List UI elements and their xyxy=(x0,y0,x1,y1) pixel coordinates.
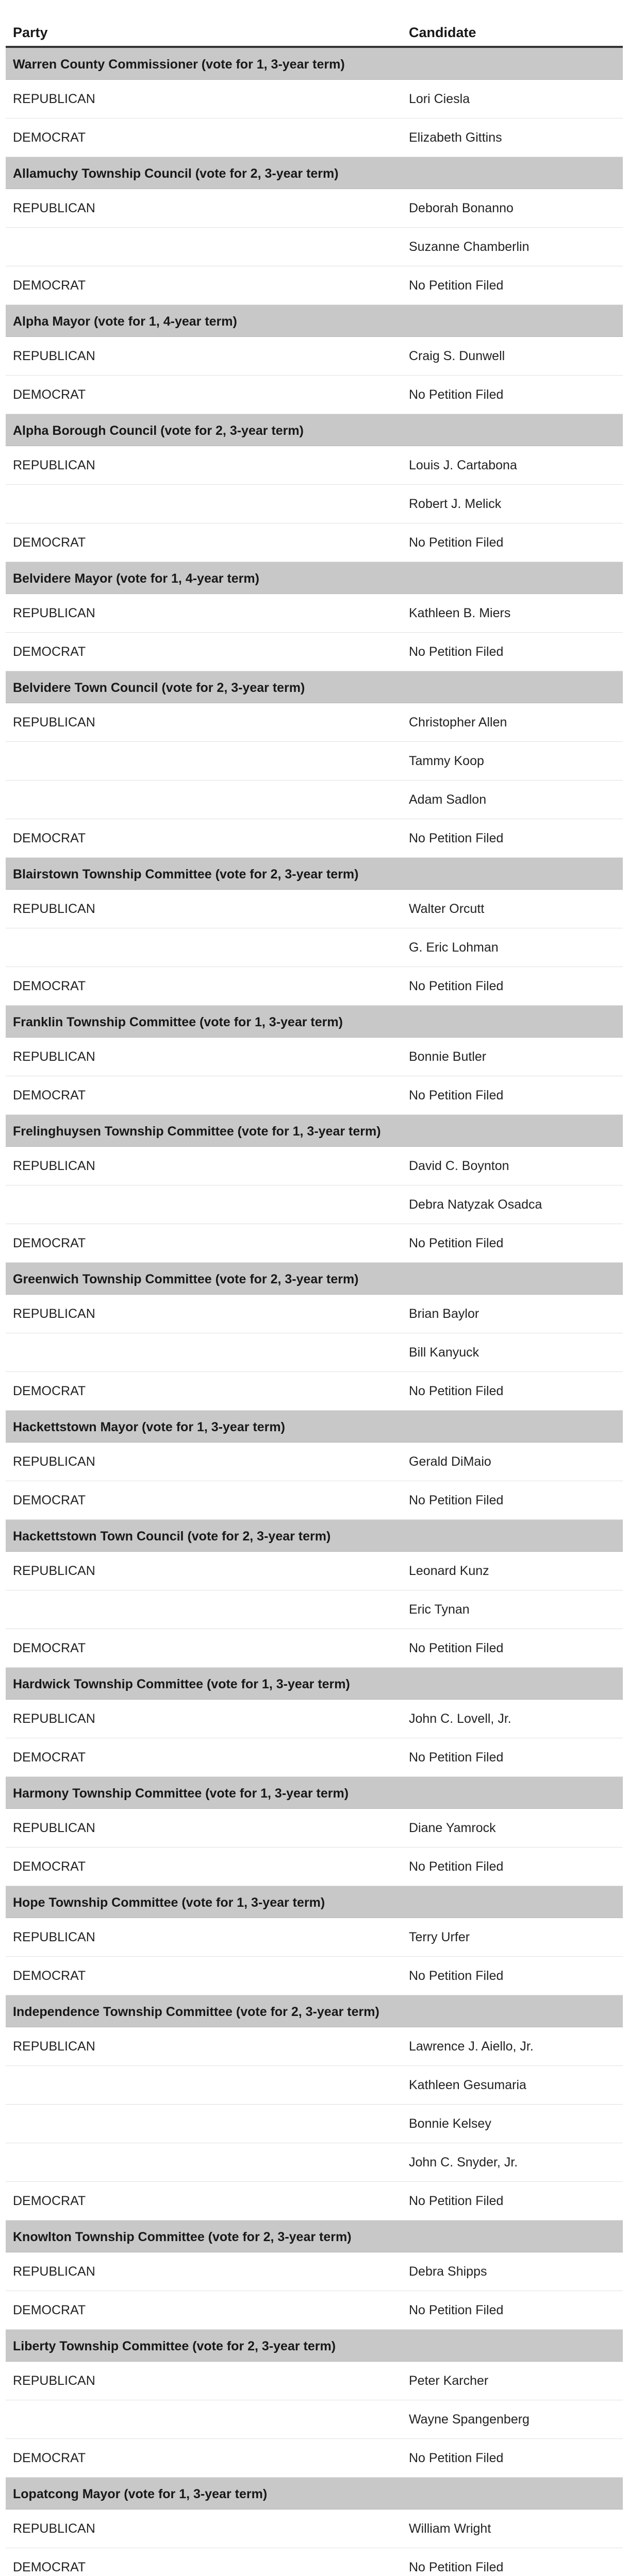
race-group-row xyxy=(6,2221,623,2252)
race-group-row xyxy=(6,1995,623,2027)
party-cell xyxy=(6,742,402,781)
race-title: Hope Township Committee (vote for 1, 3-year term) xyxy=(13,1895,325,1910)
candidate-cell: Robert J. Melick xyxy=(402,485,623,523)
party-cell xyxy=(6,781,402,819)
race-group-row xyxy=(6,1886,623,1918)
table-row xyxy=(6,446,623,485)
race-group-cell xyxy=(6,1006,623,1038)
party-cell: DEMOCRAT xyxy=(6,2182,402,2221)
party-cell: REPUBLICAN xyxy=(6,1443,402,1481)
race-group-cell xyxy=(6,47,623,80)
candidate-cell: Debra Natyzak Osadca xyxy=(402,1185,623,1224)
table-row xyxy=(6,2362,623,2400)
race-group-cell xyxy=(6,1520,623,1552)
race-title: Independence Township Committee (vote for 2, 3-year term) xyxy=(13,2005,379,2019)
race-group-cell xyxy=(6,1115,623,1147)
party-cell xyxy=(6,928,402,967)
table-row xyxy=(6,2291,623,2330)
table-row xyxy=(6,633,623,671)
table-row xyxy=(6,1629,623,1668)
party-cell: DEMOCRAT xyxy=(6,1481,402,1520)
race-title: Alpha Mayor (vote for 1, 4-year term) xyxy=(13,314,237,329)
race-group-cell xyxy=(6,671,623,703)
party-cell: DEMOCRAT xyxy=(6,523,402,562)
candidate-cell: No Petition Filed xyxy=(402,633,623,671)
party-cell: REPUBLICAN xyxy=(6,446,402,485)
race-group-cell xyxy=(6,414,623,446)
candidate-cell: Deborah Bonanno xyxy=(402,189,623,228)
party-cell: REPUBLICAN xyxy=(6,2362,402,2400)
candidate-cell: John C. Snyder, Jr. xyxy=(402,2143,623,2182)
race-title: Hackettstown Town Council (vote for 2, 3-year term) xyxy=(13,1529,331,1544)
table-row xyxy=(6,2439,623,2478)
candidate-cell: No Petition Filed xyxy=(402,1481,623,1520)
candidate-cell: Terry Urfer xyxy=(402,1918,623,1957)
race-title: Belvidere Mayor (vote for 1, 4-year term) xyxy=(13,571,259,586)
party-cell: DEMOCRAT xyxy=(6,2291,402,2330)
party-cell: DEMOCRAT xyxy=(6,2439,402,2478)
table-row xyxy=(6,1372,623,1411)
table-row xyxy=(6,523,623,562)
party-cell xyxy=(6,2143,402,2182)
table-row xyxy=(6,1333,623,1372)
race-group-cell xyxy=(6,157,623,189)
race-group-row xyxy=(6,1777,623,1809)
candidate-cell: No Petition Filed xyxy=(402,2439,623,2478)
table-row xyxy=(6,118,623,157)
table-row xyxy=(6,1700,623,1738)
table-row xyxy=(6,819,623,858)
table-row xyxy=(6,1224,623,1263)
candidate-cell: Elizabeth Gittins xyxy=(402,118,623,157)
party-cell: DEMOCRAT xyxy=(6,819,402,858)
candidate-cell: Leonard Kunz xyxy=(402,1552,623,1590)
candidate-cell: No Petition Filed xyxy=(402,1738,623,1777)
race-group-cell xyxy=(6,1263,623,1295)
table-row xyxy=(6,266,623,305)
candidate-cell: Adam Sadlon xyxy=(402,781,623,819)
candidate-cell: No Petition Filed xyxy=(402,2548,623,2576)
table-row xyxy=(6,2105,623,2143)
party-cell: REPUBLICAN xyxy=(6,703,402,742)
table-row xyxy=(6,189,623,228)
party-cell: DEMOCRAT xyxy=(6,2548,402,2576)
candidate-cell: No Petition Filed xyxy=(402,1224,623,1263)
race-group-row xyxy=(6,1668,623,1700)
race-group-cell xyxy=(6,1995,623,2027)
table-row xyxy=(6,1957,623,1995)
party-cell: DEMOCRAT xyxy=(6,1957,402,1995)
table-row xyxy=(6,1738,623,1777)
race-title: Hardwick Township Committee (vote for 1, 3-year term) xyxy=(13,1677,350,1691)
party-cell: DEMOCRAT xyxy=(6,1848,402,1886)
candidate-cell: Gerald DiMaio xyxy=(402,1443,623,1481)
table-row xyxy=(6,703,623,742)
candidate-cell: Debra Shipps xyxy=(402,2252,623,2291)
candidate-cell: Louis J. Cartabona xyxy=(402,446,623,485)
candidate-cell: Peter Karcher xyxy=(402,2362,623,2400)
candidate-cell: Tammy Koop xyxy=(402,742,623,781)
race-title: Belvidere Town Council (vote for 2, 3-year term) xyxy=(13,681,305,695)
candidate-cell: No Petition Filed xyxy=(402,1629,623,1668)
header-row xyxy=(6,14,623,47)
candidate-cell: Walter Orcutt xyxy=(402,890,623,928)
race-group-cell xyxy=(6,562,623,594)
race-group-row xyxy=(6,1411,623,1443)
race-title: Harmony Township Committee (vote for 1, 3-year term) xyxy=(13,1786,349,1801)
race-group-row xyxy=(6,1520,623,1552)
party-cell: REPUBLICAN xyxy=(6,2510,402,2548)
party-cell xyxy=(6,485,402,523)
party-cell xyxy=(6,1590,402,1629)
race-group-cell xyxy=(6,2330,623,2362)
race-group-cell xyxy=(6,1886,623,1918)
race-group-row xyxy=(6,157,623,189)
candidate-cell: Wayne Spangenberg xyxy=(402,2400,623,2439)
race-group-cell xyxy=(6,1411,623,1443)
candidate-cell: William Wright xyxy=(402,2510,623,2548)
race-group-cell xyxy=(6,1777,623,1809)
table-row xyxy=(6,1038,623,1076)
table-row xyxy=(6,1481,623,1520)
table-row xyxy=(6,967,623,1006)
party-cell: REPUBLICAN xyxy=(6,1147,402,1185)
candidate-cell: Kathleen Gesumaria xyxy=(402,2066,623,2105)
party-cell: REPUBLICAN xyxy=(6,337,402,376)
party-cell: DEMOCRAT xyxy=(6,118,402,157)
candidate-cell: No Petition Filed xyxy=(402,376,623,414)
candidate-cell: Eric Tynan xyxy=(402,1590,623,1629)
party-cell: DEMOCRAT xyxy=(6,1372,402,1411)
candidate-cell: Bonnie Kelsey xyxy=(402,2105,623,2143)
party-cell: DEMOCRAT xyxy=(6,967,402,1006)
party-cell: DEMOCRAT xyxy=(6,1629,402,1668)
race-title: Hackettstown Mayor (vote for 1, 3-year term) xyxy=(13,1420,285,1434)
party-cell xyxy=(6,2105,402,2143)
party-cell: DEMOCRAT xyxy=(6,633,402,671)
party-cell: REPUBLICAN xyxy=(6,1038,402,1076)
table-row xyxy=(6,2548,623,2576)
race-group-row xyxy=(6,1115,623,1147)
party-cell: DEMOCRAT xyxy=(6,1076,402,1115)
candidate-cell: Lori Ciesla xyxy=(402,80,623,118)
candidate-cell: Bill Kanyuck xyxy=(402,1333,623,1372)
table-row xyxy=(6,2143,623,2182)
candidate-cell: Lawrence J. Aiello, Jr. xyxy=(402,2027,623,2066)
party-cell: REPUBLICAN xyxy=(6,594,402,633)
race-title: Blairstown Township Committee (vote for 2, 3-year term) xyxy=(13,867,359,882)
party-cell: DEMOCRAT xyxy=(6,376,402,414)
table-row xyxy=(6,1147,623,1185)
table-row xyxy=(6,1552,623,1590)
race-group-row xyxy=(6,414,623,446)
table-body xyxy=(6,47,623,2576)
table-row xyxy=(6,1076,623,1115)
table-row xyxy=(6,376,623,414)
party-cell: DEMOCRAT xyxy=(6,266,402,305)
party-cell xyxy=(6,1185,402,1224)
candidate-cell: No Petition Filed xyxy=(402,266,623,305)
candidate-cell: Brian Baylor xyxy=(402,1295,623,1333)
table-row xyxy=(6,1590,623,1629)
race-title: Franklin Township Committee (vote for 1, 3-year term) xyxy=(13,1015,343,1029)
party-cell: REPUBLICAN xyxy=(6,890,402,928)
table-row xyxy=(6,228,623,266)
party-cell: REPUBLICAN xyxy=(6,80,402,118)
table-row xyxy=(6,2510,623,2548)
candidate-cell: Christopher Allen xyxy=(402,703,623,742)
candidate-cell: Diane Yamrock xyxy=(402,1809,623,1848)
candidate-column-header[interactable]: Candidate xyxy=(402,14,623,47)
race-title: Liberty Township Committee (vote for 2, 3-year term) xyxy=(13,2339,336,2353)
table-row xyxy=(6,2027,623,2066)
table-row xyxy=(6,80,623,118)
candidate-cell: David C. Boynton xyxy=(402,1147,623,1185)
party-cell: REPUBLICAN xyxy=(6,1295,402,1333)
party-cell xyxy=(6,228,402,266)
table-row xyxy=(6,890,623,928)
race-group-row xyxy=(6,47,623,80)
table-row xyxy=(6,1918,623,1957)
race-group-row xyxy=(6,858,623,890)
candidate-cell: No Petition Filed xyxy=(402,1372,623,1411)
table-row xyxy=(6,485,623,523)
candidate-cell: John C. Lovell, Jr. xyxy=(402,1700,623,1738)
race-title: Knowlton Township Committee (vote for 2, 3-year term) xyxy=(13,2230,352,2244)
table-row xyxy=(6,594,623,633)
candidates-table xyxy=(6,14,623,2576)
candidate-cell: No Petition Filed xyxy=(402,1957,623,1995)
table-row xyxy=(6,2182,623,2221)
race-group-cell xyxy=(6,1668,623,1700)
race-title: Greenwich Township Committee (vote for 2, 3-year term) xyxy=(13,1272,359,1286)
party-column-header[interactable]: Party xyxy=(6,14,402,47)
race-title: Allamuchy Township Council (vote for 2, 3-year term) xyxy=(13,166,339,181)
party-cell: REPUBLICAN xyxy=(6,2027,402,2066)
candidate-cell: Kathleen B. Miers xyxy=(402,594,623,633)
party-cell: REPUBLICAN xyxy=(6,1700,402,1738)
race-group-row xyxy=(6,2330,623,2362)
table-row xyxy=(6,928,623,967)
candidate-cell: No Petition Filed xyxy=(402,819,623,858)
party-cell xyxy=(6,1333,402,1372)
candidate-cell: No Petition Filed xyxy=(402,967,623,1006)
table-header xyxy=(6,14,623,47)
race-group-cell xyxy=(6,858,623,890)
candidate-cell: No Petition Filed xyxy=(402,1076,623,1115)
table-row xyxy=(6,742,623,781)
table-row xyxy=(6,337,623,376)
candidate-cell: No Petition Filed xyxy=(402,2182,623,2221)
candidate-cell: No Petition Filed xyxy=(402,523,623,562)
party-cell: DEMOCRAT xyxy=(6,1224,402,1263)
race-group-row xyxy=(6,1006,623,1038)
table-row xyxy=(6,1295,623,1333)
party-cell: REPUBLICAN xyxy=(6,189,402,228)
race-group-row xyxy=(6,305,623,337)
candidate-cell: Craig S. Dunwell xyxy=(402,337,623,376)
race-group-cell xyxy=(6,2221,623,2252)
candidate-cell: No Petition Filed xyxy=(402,1848,623,1886)
party-cell: REPUBLICAN xyxy=(6,1918,402,1957)
race-group-cell xyxy=(6,305,623,337)
race-group-row xyxy=(6,1263,623,1295)
table-row xyxy=(6,1185,623,1224)
table-row xyxy=(6,1809,623,1848)
table-row xyxy=(6,1848,623,1886)
candidate-cell: No Petition Filed xyxy=(402,2291,623,2330)
party-cell: REPUBLICAN xyxy=(6,2252,402,2291)
party-cell: REPUBLICAN xyxy=(6,1809,402,1848)
party-cell: DEMOCRAT xyxy=(6,1738,402,1777)
table-row xyxy=(6,781,623,819)
table-row xyxy=(6,2066,623,2105)
candidate-cell: Suzanne Chamberlin xyxy=(402,228,623,266)
party-cell xyxy=(6,2066,402,2105)
race-group-row xyxy=(6,2478,623,2510)
race-group-cell xyxy=(6,2478,623,2510)
candidate-cell: G. Eric Lohman xyxy=(402,928,623,967)
table-row xyxy=(6,2252,623,2291)
race-group-row xyxy=(6,671,623,703)
race-group-row xyxy=(6,562,623,594)
table-row xyxy=(6,1443,623,1481)
race-title: Frelinghuysen Township Committee (vote for 1, 3-year term) xyxy=(13,1124,381,1139)
race-title: Alpha Borough Council (vote for 2, 3-year term) xyxy=(13,423,304,438)
table-row xyxy=(6,2400,623,2439)
race-title: Warren County Commissioner (vote for 1, 3-year term) xyxy=(13,57,345,72)
party-cell xyxy=(6,2400,402,2439)
race-title: Lopatcong Mayor (vote for 1, 3-year term) xyxy=(13,2487,268,2501)
candidate-cell: Bonnie Butler xyxy=(402,1038,623,1076)
party-cell: REPUBLICAN xyxy=(6,1552,402,1590)
